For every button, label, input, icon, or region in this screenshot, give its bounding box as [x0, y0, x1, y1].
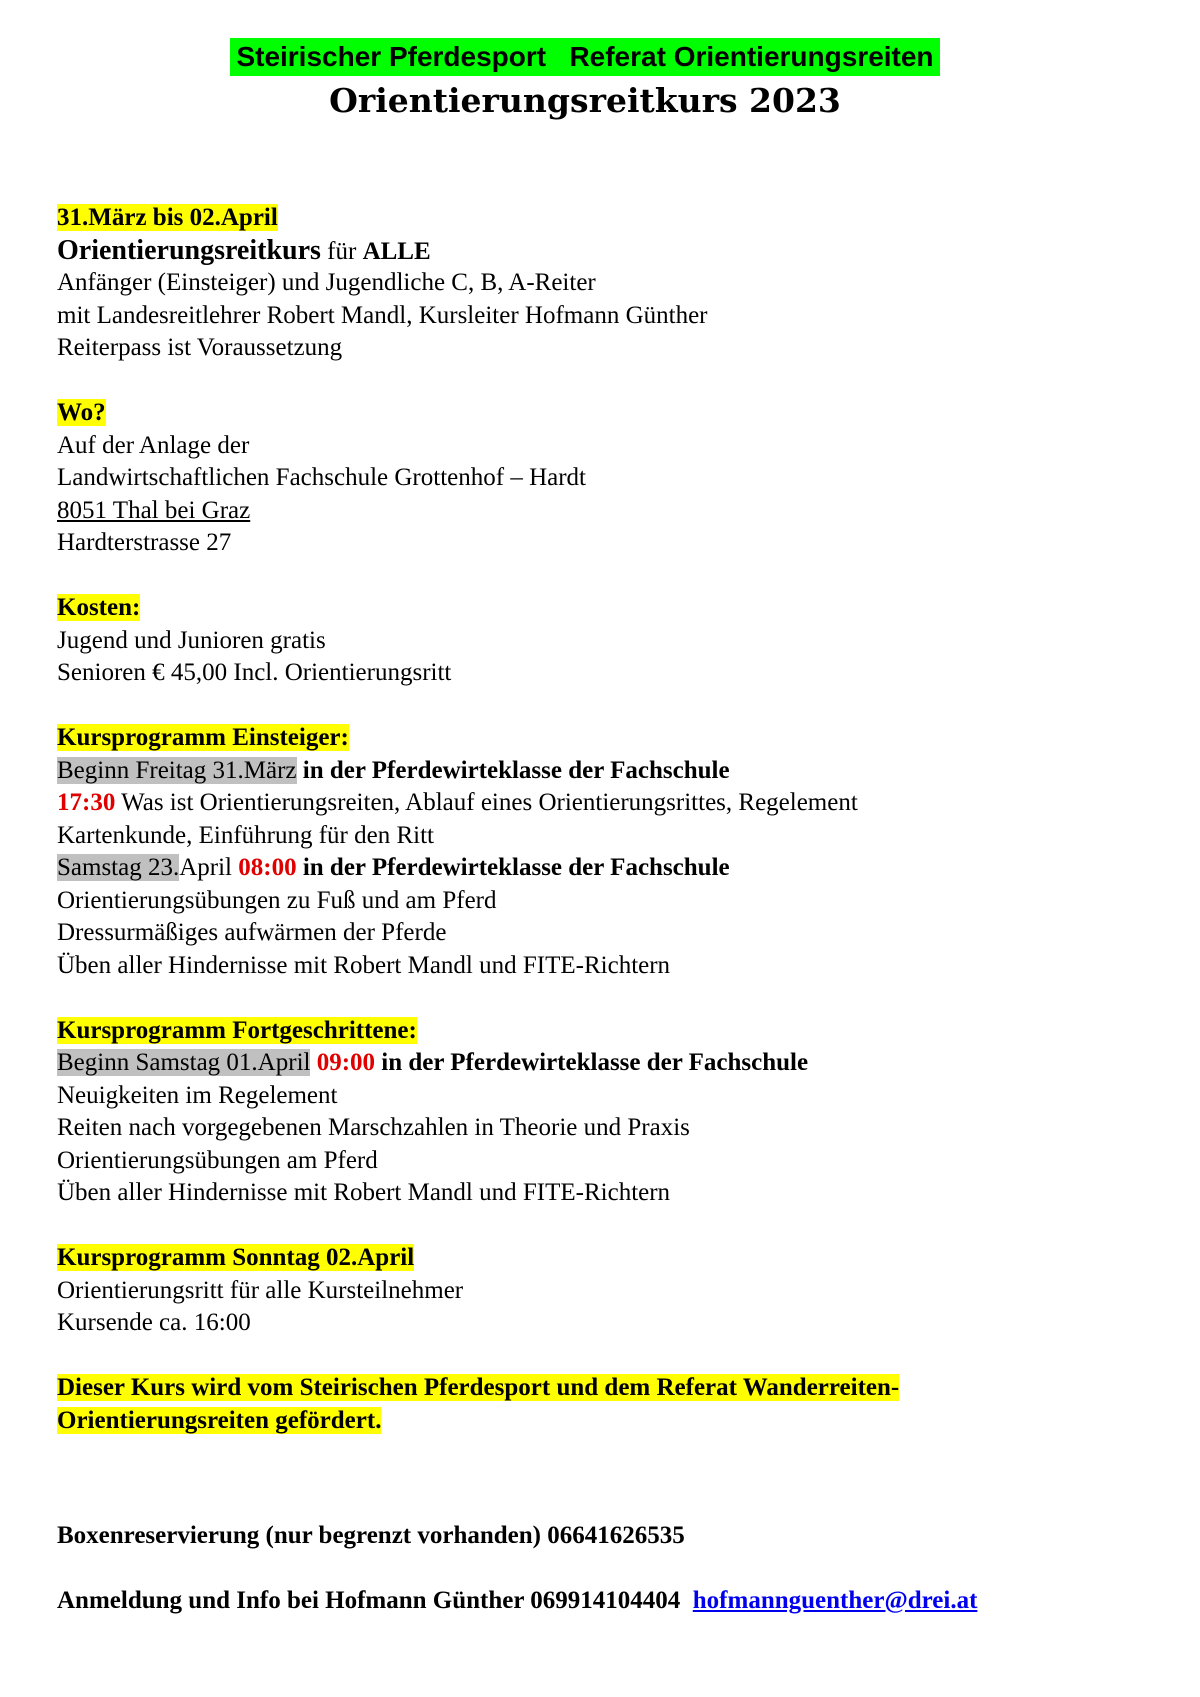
advanced-heading-line	[57, 1015, 1157, 1048]
signup-line	[57, 1585, 1157, 1618]
beginner-time2: 08:00	[238, 854, 297, 881]
course-title: Orientierungsreitkurs	[57, 234, 321, 266]
advanced-time: 09:00	[310, 1049, 376, 1076]
flyer-body	[57, 202, 1157, 1617]
beginner-start-day: Beginn Freitag 31.März	[57, 756, 297, 784]
beginner-line: Dressurmäßiges aufwärmen der Pferde	[57, 919, 447, 946]
page-title: Orientierungsreitkurs 2023	[329, 81, 841, 120]
location-heading: Wo?	[57, 399, 106, 426]
header	[0, 38, 1170, 122]
beginner-start-line	[57, 755, 1157, 788]
advanced-line: Neuigkeiten im Regelement	[57, 1081, 338, 1109]
advanced-start-place: in der Pferdewirteklasse der Fachschule	[375, 1049, 809, 1076]
email-link[interactable]: hofmannguenther@drei.at	[692, 1586, 978, 1614]
advanced-line: Orientierungsübungen am Pferd	[57, 1146, 378, 1174]
cost-line: Senioren € 45,00 Incl. Orientierungsritt	[57, 659, 452, 686]
intro-line: mit Landesreitlehrer Robert Mandl, Kursleiter Hofmann Günther	[57, 301, 708, 329]
beginner-time1: 17:30	[57, 789, 116, 816]
costs-heading-line	[57, 592, 1157, 625]
sunday-heading-line	[57, 1242, 1157, 1275]
funding-note-line: Orientierungsreiten gefördert.	[57, 1406, 382, 1434]
beginner-heading: Kursprogramm Einsteiger:	[57, 724, 349, 751]
for-label: für	[327, 237, 357, 265]
costs-heading: Kosten:	[57, 594, 141, 621]
advanced-line: Üben aller Hindernisse mit Robert Mandl und FITE-Richtern	[57, 1179, 671, 1206]
beginner-time1-line	[57, 787, 1157, 820]
advanced-heading: Kursprogramm Fortgeschrittene:	[57, 1016, 417, 1044]
location-city: 8051 Thal bei Graz	[57, 496, 251, 524]
beginner-day2-line	[57, 852, 1157, 885]
organization-banner: Steirischer Pferdesport Referat Orientierungsreiten	[230, 38, 939, 76]
location-city-line	[57, 495, 1157, 528]
sunday-line: Kursende ca. 16:00	[57, 1309, 251, 1336]
beginner-line: Üben aller Hindernisse mit Robert Mandl und FITE-Richtern	[57, 951, 671, 979]
signup-text: Anmeldung und Info bei Hofmann Günther 069914104404	[57, 1586, 681, 1614]
beginner-day2-place: in der Pferdewirteklasse der Fachschule	[296, 854, 730, 881]
sunday-heading: Kursprogramm Sonntag 02.April	[57, 1244, 415, 1271]
beginner-map-line: Kartenkunde, Einführung für den Ritt	[57, 821, 434, 849]
beginner-start-place: in der Pferdewirteklasse der Fachschule	[296, 756, 730, 784]
course-dates: 31.März bis 02.April	[57, 204, 278, 231]
funding-note	[57, 1372, 1157, 1437]
intro-title-line	[57, 235, 1157, 268]
intro-date-line	[57, 202, 1157, 235]
sunday-line: Orientierungsritt für alle Kursteilnehmer	[57, 1276, 464, 1304]
location-street: Hardterstrasse 27	[57, 529, 232, 556]
location-line: Auf der Anlage der	[57, 431, 250, 459]
intro-line: Anfänger (Einsteiger) und Jugendliche C, B, A-Reiter	[57, 269, 596, 296]
beginner-time1-text: Was ist Orientierungsreiten, Ablauf eines Orientierungsrittes, Regelement	[115, 789, 858, 816]
beginner-day2-rest: April	[179, 854, 239, 881]
funding-note-line: Dieser Kurs wird vom Steirischen Pferdesport und dem Referat Wanderreiten-	[57, 1374, 900, 1401]
intro-line: Reiterpass ist Voraussetzung	[57, 334, 343, 361]
location-heading-line	[57, 397, 1157, 430]
location-line: Landwirtschaftlichen Fachschule Grottenhof – Hardt	[57, 464, 586, 491]
advanced-start-day: Beginn Samstag 01.April	[57, 1049, 311, 1076]
beginner-day2-highlight: Samstag 23.	[57, 854, 180, 881]
beginner-heading-line	[57, 722, 1157, 755]
audience-label: ALLE	[362, 237, 431, 265]
cost-line: Jugend und Junioren gratis	[57, 626, 326, 654]
beginner-line: Orientierungsübungen zu Fuß und am Pferd	[57, 886, 497, 914]
advanced-line: Reiten nach vorgegebenen Marschzahlen in Theorie und Praxis	[57, 1114, 690, 1141]
advanced-start-line	[57, 1047, 1157, 1080]
box-reservation: Boxenreservierung (nur begrenzt vorhanden) 06641626535	[57, 1521, 685, 1549]
